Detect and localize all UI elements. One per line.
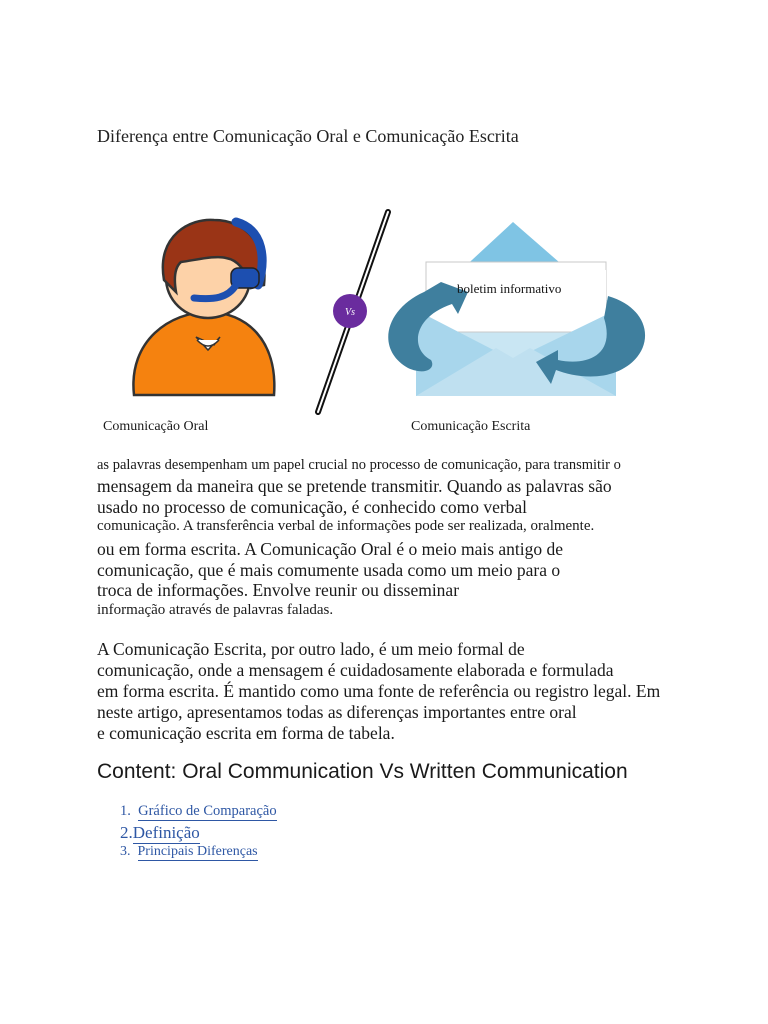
versus-divider xyxy=(318,212,388,412)
paragraph-line: informação através de palavras faladas. xyxy=(97,602,334,618)
toc-number: 2. xyxy=(120,823,133,842)
envelope-label: boletim informativo xyxy=(457,281,562,296)
toc-link-comparison-chart[interactable]: Gráfico de Comparação xyxy=(138,803,277,819)
paragraph-line: A Comunicação Escrita, por outro lado, é um meio formal de xyxy=(97,639,525,659)
versus-label: Vs xyxy=(345,307,355,318)
toc-item xyxy=(120,803,277,820)
paragraph-line: mensagem da maneira que se pretende transmitir. Quando as palavras são xyxy=(97,476,612,496)
paragraph-line: troca de informações. Envolve reunir ou disseminar xyxy=(97,580,460,600)
paragraph-line: as palavras desempenham um papel crucial no processo de comunicação, para transmitir o xyxy=(97,457,621,473)
paragraph-line: usado no processo de comunicação, é conhecido como verbal xyxy=(97,497,528,517)
oral-vs-written-illustration xyxy=(96,200,656,445)
envelope-icon xyxy=(388,222,645,396)
oral-person-icon xyxy=(133,220,274,395)
toc-number: 3. xyxy=(120,844,131,859)
paragraph-line: comunicação. A transferência verbal de informações pode ser realizada, oralmente. xyxy=(97,518,595,534)
toc-item xyxy=(120,844,258,860)
toc-item xyxy=(120,823,200,843)
toc-link-definition[interactable]: Definição xyxy=(132,823,200,842)
paragraph-line: ou em forma escrita. A Comunicação Oral é o meio mais antigo de xyxy=(97,539,564,559)
paragraph-line: comunicação, onde a mensagem é cuidadosamente elaborada e formulada xyxy=(97,660,614,680)
paragraph-line: comunicação, que é mais comumente usada como um meio para o xyxy=(97,560,561,580)
toc-link-key-differences[interactable]: Principais Diferenças xyxy=(137,844,258,859)
paragraph-line: em forma escrita. É mantido como uma fonte de referência ou registro legal. Em xyxy=(97,681,661,701)
oral-caption: Comunicação Oral xyxy=(103,419,209,434)
toc-number: 1. xyxy=(120,803,131,819)
contents-heading: Content: Oral Communication Vs Written Communication xyxy=(97,760,628,783)
paragraph-line: neste artigo, apresentamos todas as diferenças importantes entre oral xyxy=(97,702,577,722)
document-title: Diferença entre Comunicação Oral e Comunicação Escrita xyxy=(97,126,519,146)
written-caption: Comunicação Escrita xyxy=(411,419,531,434)
paragraph-line: e comunicação escrita em forma de tabela. xyxy=(97,723,395,743)
